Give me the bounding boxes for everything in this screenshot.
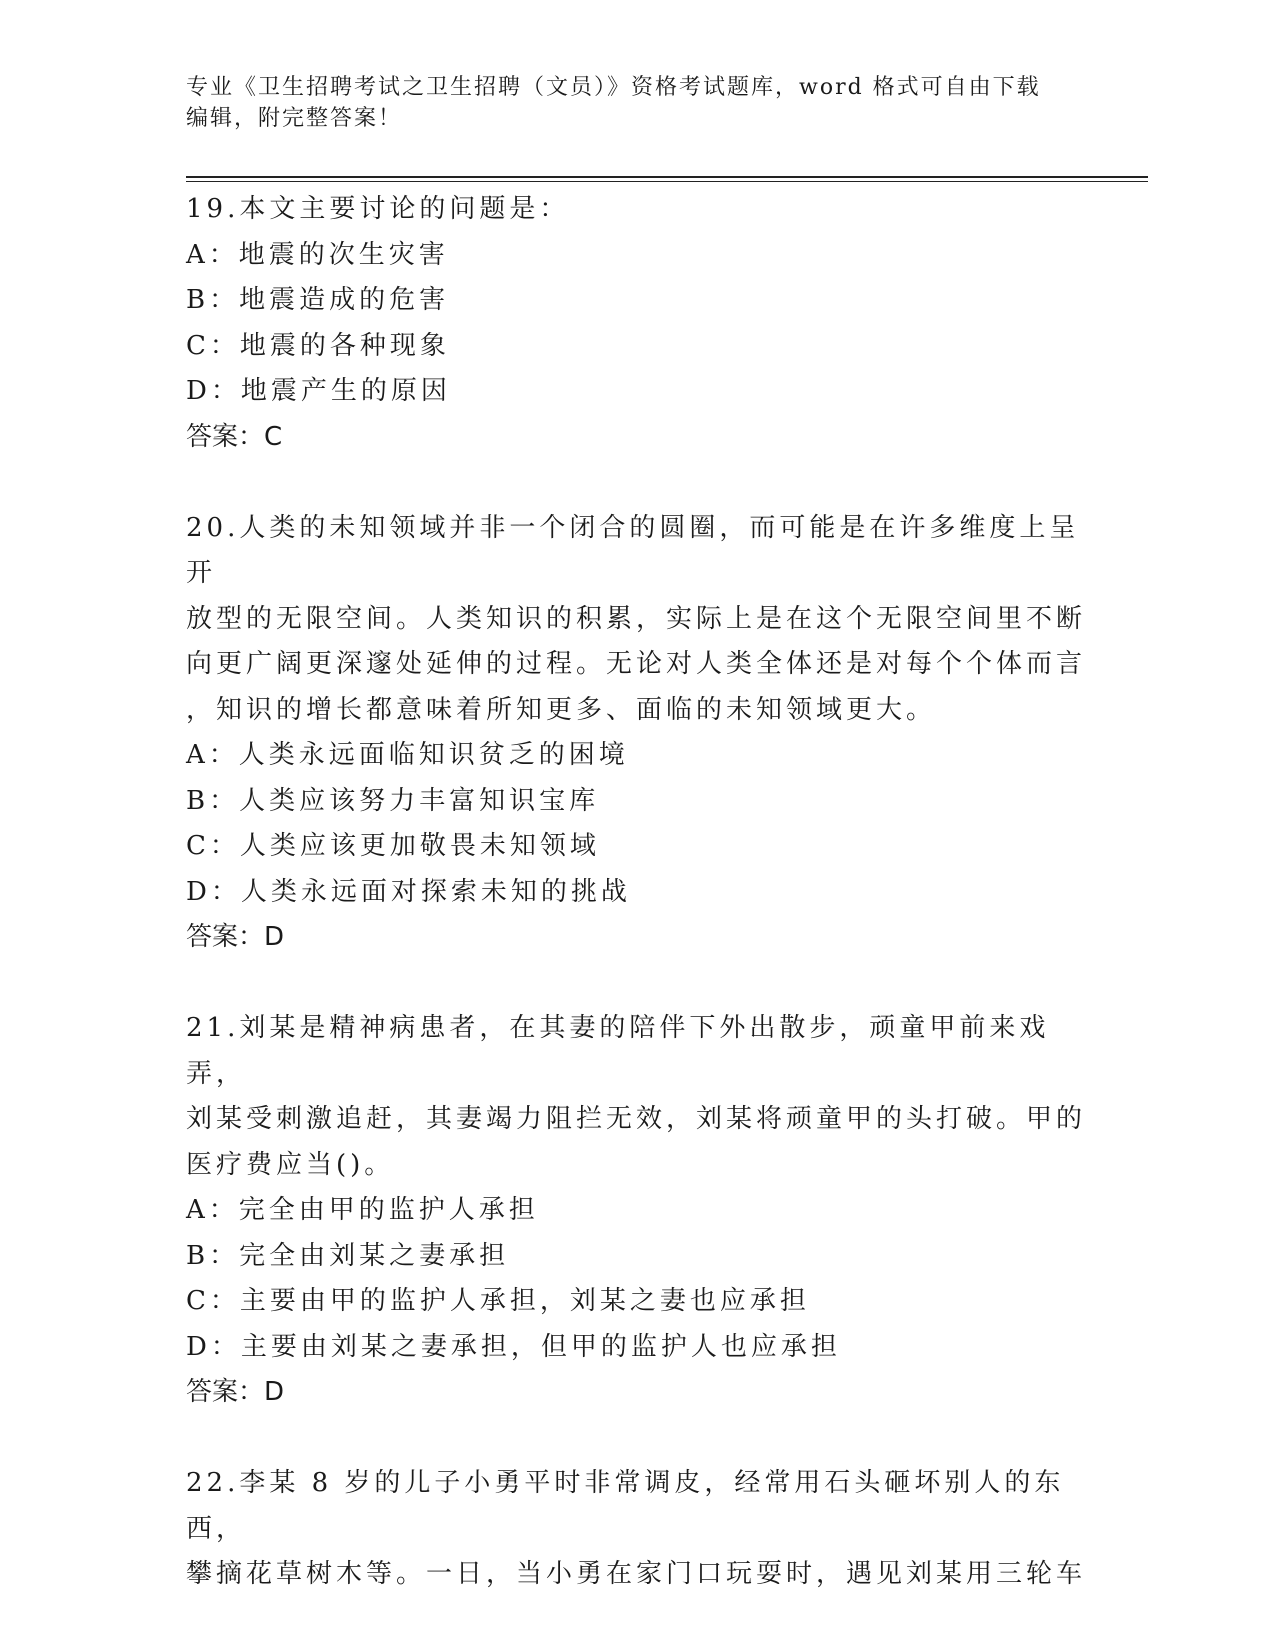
answer-line: 答案：D	[186, 1377, 285, 1407]
question-list	[186, 187, 1086, 1598]
answer-line: 答案：C	[186, 421, 283, 452]
question-stem: 20.人类的未知领域并非一个闭合的圆圈，而可能是在许多维度上呈开	[186, 512, 1080, 588]
option-d: D：主要由刘某之妻承担，但甲的监护人也应承担	[186, 1331, 841, 1362]
option-a: A：人类永远面临知识贫乏的困境	[186, 740, 629, 770]
question-stem: 22.李某 8 岁的儿子小勇平时非常调皮，经常用石头砸坏别人的东西，	[186, 1468, 1065, 1544]
question-stem: 21.刘某是精神病患者，在其妻的陪伴下外出散步，顽童甲前来戏弄，	[186, 1013, 1050, 1089]
document-header	[186, 72, 1066, 134]
question-spacer	[186, 1416, 1086, 1462]
option-c: C：人类应该更加敬畏未知领域	[186, 831, 600, 861]
question-19	[186, 187, 1086, 460]
option-d: D：地震产生的原因	[186, 376, 451, 406]
header-line-1: 专业《卫生招聘考试之卫生招聘（文员）》资格考试题库，word 格式可自由下载	[186, 75, 1041, 100]
question-stem: 19.本文主要讨论的问题是：	[186, 194, 570, 224]
question-spacer	[186, 961, 1086, 1007]
option-a: A：完全由甲的监护人承担	[186, 1195, 539, 1225]
option-a: A：地震的次生灾害	[186, 239, 449, 270]
header-divider-thin	[186, 181, 1148, 182]
question-spacer	[186, 460, 1086, 506]
answer-line: 答案：D	[186, 922, 285, 952]
question-20	[186, 506, 1086, 961]
option-d: D：人类永远面对探索未知的挑战	[186, 876, 631, 907]
question-stem: ，知识的增长都意味着所知更多、面临的未知领域更大。	[186, 694, 937, 725]
option-b: B：人类应该努力丰富知识宝库	[186, 785, 600, 816]
question-stem: 攀摘花草树木等。一日，当小勇在家门口玩耍时，遇见刘某用三轮车	[186, 1559, 1087, 1589]
option-b: B：地震造成的危害	[186, 285, 450, 315]
question-22	[186, 1461, 1086, 1598]
question-stem: 向更广阔更深邃处延伸的过程。无论对人类全体还是对每个个体而言	[186, 649, 1087, 679]
question-stem: 医疗费应当()。	[186, 1149, 395, 1180]
question-stem: 放型的无限空间。人类知识的积累，实际上是在这个无限空间里不断	[186, 603, 1087, 634]
option-c: C：主要由甲的监护人承担，刘某之妻也应承担	[186, 1286, 810, 1316]
option-b: B：完全由刘某之妻承担	[186, 1240, 510, 1271]
header-line-2: 编辑，附完整答案！	[186, 106, 403, 131]
header-divider	[186, 176, 1148, 178]
question-21	[186, 1006, 1086, 1416]
option-c: C：地震的各种现象	[186, 330, 450, 361]
question-stem: 刘某受刺激追赶，其妻竭力阻拦无效，刘某将顽童甲的头打破。甲的	[186, 1104, 1087, 1134]
